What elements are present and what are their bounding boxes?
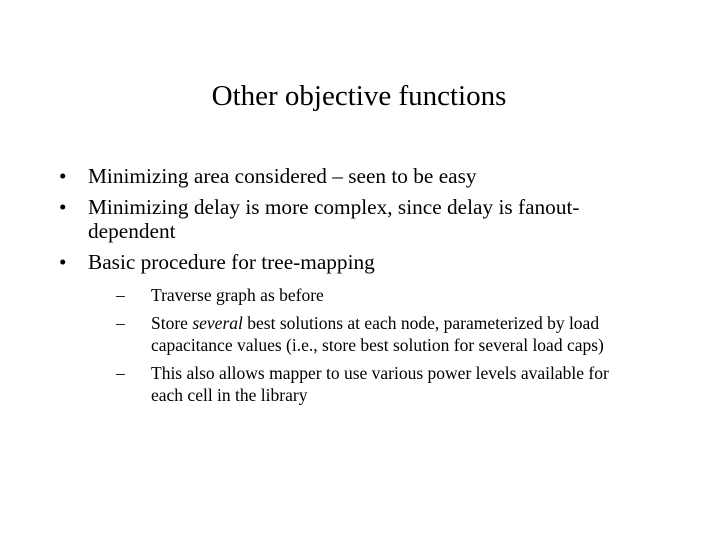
- sub-bullet-list: [88, 284, 676, 406]
- sub-bullet-text-line: each cell in the library: [151, 385, 308, 405]
- bullet-text-line: dependent: [88, 219, 176, 243]
- sub-bullet-item: [88, 362, 631, 406]
- slide-title: Other objective functions: [211, 80, 507, 112]
- sub-bullet-prefix: Store: [151, 313, 193, 333]
- bullet-text: Minimizing area considered – seen to be easy: [88, 164, 477, 188]
- bullet-marker: •: [59, 164, 67, 188]
- bullet-item: [56, 161, 676, 192]
- sub-bullet-marker: –: [116, 285, 125, 305]
- sub-bullet-rest: best solutions at each node, parameterized by load: [242, 313, 600, 333]
- sub-bullet-text-line: [151, 312, 631, 334]
- sub-bullet-item: [88, 284, 631, 306]
- bullet-marker: •: [59, 195, 67, 219]
- sub-bullet-marker: –: [116, 363, 125, 383]
- bullet-text: Basic procedure for tree-mapping: [88, 250, 375, 274]
- bullet-list: [56, 161, 676, 406]
- sub-bullet-text-line: capacitance values (i.e., store best solution for several load caps): [151, 335, 604, 355]
- emphasis-text: several: [192, 313, 243, 333]
- sub-bullet-text: Traverse graph as before: [151, 285, 324, 305]
- sub-bullet-item: [88, 312, 631, 356]
- bullet-item: [56, 192, 676, 247]
- bullet-item: [56, 247, 676, 406]
- bullet-marker: •: [59, 250, 67, 274]
- bullet-text-line: Minimizing delay is more complex, since delay is fanout-: [88, 195, 580, 219]
- sub-bullet-marker: –: [116, 313, 125, 333]
- sub-bullet-text-line: This also allows mapper to use various power levels available for: [151, 363, 609, 383]
